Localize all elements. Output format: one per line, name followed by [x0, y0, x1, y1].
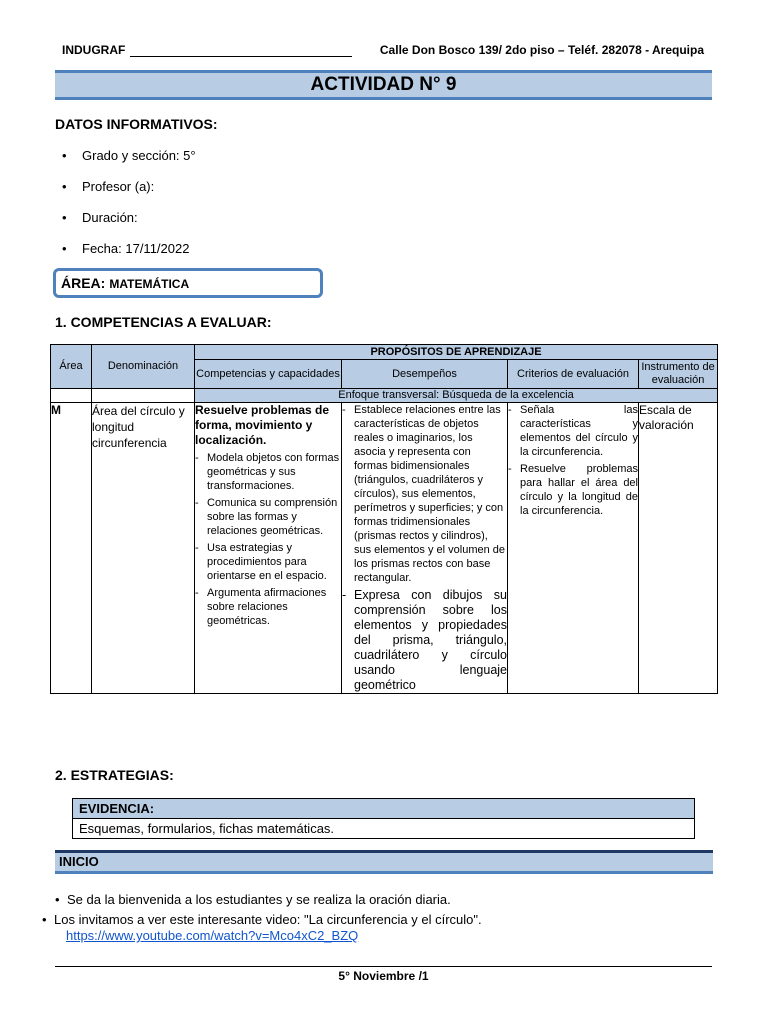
list-item: - Establece relaciones entre las características de objetos reales o imaginarios, los asocia y representa con formas bidimensionales (triángulos, cuadriláteros y círculos), sus elementos, perímetros y superficies; y con formas tridimensionales (prismas rectos y cilindros), sus elementos y el volumen de los prismas rectos con base rectangular. — [342, 404, 506, 584]
row-desempenos — [342, 403, 508, 694]
footer-text: 5° Noviembre /1 — [338, 969, 429, 983]
list-item: • Los invitamos a ver este interesante video: "La circunferencia y el círculo". — [42, 912, 482, 927]
list-item: - Resuelve problemas para hallar el área del círculo y la longitud de la circunferencia. — [508, 463, 638, 517]
th-competencias: Competencias y capacidades — [195, 360, 342, 389]
header-underline — [130, 56, 352, 57]
inicio-label: INICIO — [59, 854, 99, 869]
list-item: - Usa estrategias y procedimientos para orientarse en el espacio. — [195, 542, 327, 582]
row-instrumento: Escala de valoración — [639, 403, 718, 694]
list-item: - Señala las características y elementos del círculo y la circunferencia. — [508, 404, 638, 458]
bullet-icon: • — [55, 892, 60, 907]
list-item: • Fecha: 17/11/2022 — [62, 241, 190, 256]
evidencia-value: Esquemas, formularios, fichas matemáticas. — [73, 819, 695, 839]
row-competencias — [195, 403, 342, 694]
list-item: • Se da la bienvenida a los estudiantes y se realiza la oración diaria. — [55, 892, 451, 907]
th-instrumento: Instrumento de evaluación — [639, 360, 718, 389]
th-area: Área — [51, 345, 92, 389]
evidencia-table — [72, 798, 695, 839]
table-row — [51, 403, 718, 694]
th-enfoque: Enfoque transversal: Búsqueda de la excelencia — [195, 389, 718, 403]
competencia-title: Resuelve problemas de forma, movimiento y localización. — [195, 403, 330, 447]
video-link[interactable]: https://www.youtube.com/watch?v=Mco4xC2_BZQ — [66, 928, 359, 943]
list-item: - Modela objetos con formas geométricas y sus transformaciones. — [195, 452, 340, 492]
bullet-icon: • — [42, 912, 47, 927]
th-propositos: PROPÓSITOS DE APRENDIZAJE — [195, 345, 718, 360]
row-denominacion: Área del círculo y longitud circunferencia — [92, 403, 195, 694]
datos-heading: DATOS INFORMATIVOS: — [55, 116, 218, 132]
row-criterios — [508, 403, 639, 694]
row-area: M — [51, 403, 92, 694]
list-item: - Argumenta afirmaciones sobre relaciones geométricas. — [195, 587, 327, 627]
th-desempenos: Desempeños — [342, 360, 508, 389]
inicio-bar — [55, 850, 713, 874]
area-value: MATEMÁTICA — [109, 277, 190, 291]
area-box — [53, 268, 323, 298]
list-item: • Duración: — [62, 210, 138, 225]
company-name: INDUGRAF — [62, 43, 126, 57]
th-denominacion: Denominación — [92, 345, 195, 389]
list-item: - Comunica su comprensión sobre las formas y relaciones geométricas. — [195, 497, 338, 537]
activity-title-bar — [55, 70, 712, 100]
list-item: • Grado y sección: 5° — [62, 148, 196, 163]
estrategias-heading: 2. ESTRATEGIAS: — [55, 767, 174, 783]
competencias-heading: 1. COMPETENCIAS A EVALUAR: — [55, 314, 272, 330]
list-item: - Expresa con dibujos su comprensión sobre los elementos y propiedades del prisma, triángulo, cuadrilátero y círculo usando lenguaje geométrico — [342, 588, 507, 692]
activity-title: ACTIVIDAD N° 9 — [310, 74, 457, 95]
footer-line — [55, 966, 712, 967]
competencias-table — [50, 344, 718, 694]
area-label: ÁREA: — [61, 275, 106, 291]
evidencia-label: EVIDENCIA: — [73, 799, 695, 819]
header-address: Calle Don Bosco 139/ 2do piso – Teléf. 282078 - Arequipa — [379, 43, 704, 57]
list-item: • Profesor (a): — [62, 179, 155, 194]
th-criterios: Criterios de evaluación — [508, 360, 639, 389]
